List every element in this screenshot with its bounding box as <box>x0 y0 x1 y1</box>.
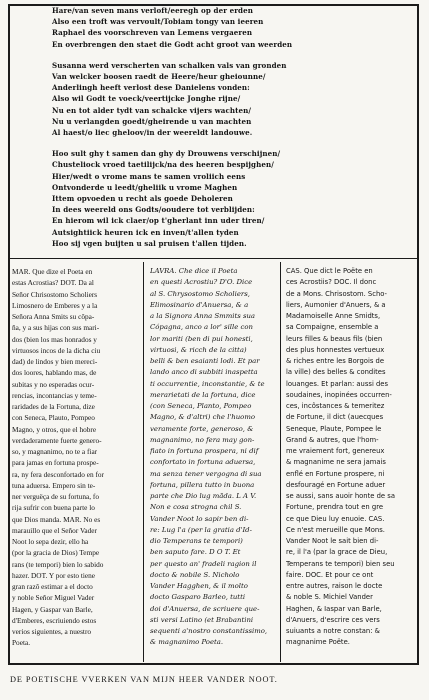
column-text-line: sa Compaigne, ensemble a <box>286 323 379 332</box>
column-text-line: & magnanimo Poeta. <box>150 638 224 647</box>
column-text-line: tuna aduersa. Empero sin te- <box>12 480 96 490</box>
column-text-line: la ville) des belles & condites <box>286 368 386 377</box>
column-text-line: Seneque, Plaute, Pompee le <box>286 424 382 433</box>
poem-verse-line: Hoo sij vgen buijten u sal pruisen t'allen tijden. <box>52 238 247 248</box>
acrostic-poem <box>52 5 392 259</box>
column-text-line: en questi Acrostiu? D'O. Dice <box>150 278 253 287</box>
column-text-line: sequenti a'nostro constantissimo, <box>150 627 268 635</box>
column-text-line: virtuosos incos de la dicha ciu <box>12 345 101 355</box>
column-text-line: Vander Noot le sait bien di- <box>286 537 379 545</box>
column-text-line: & riches entre les Borgois de <box>286 357 385 365</box>
column-text-line: Vander Hagghen, & il molto <box>150 582 248 590</box>
column-text-line: re: Lug l'a (per la gratia d'Id- <box>150 525 252 534</box>
column-text-line: Haghen, & Iaspar van Barle, <box>286 604 382 613</box>
column-text-line: estas Acrostias? DOT. Da al <box>12 278 94 288</box>
poem-verse-line: Hier/wedt o vrome mans te samen vroliich eens <box>52 171 246 181</box>
column-text-line: ner verguëça de su fortuna, fo <box>12 492 99 501</box>
column-text-line: parte che Dio lug mãda. L A V. <box>150 492 257 500</box>
column-separator <box>143 262 144 662</box>
column-text-line: y noble Señor Miguel Vader <box>12 593 95 603</box>
column-text-line: Limosnero de Emberes y a la <box>12 300 98 310</box>
column-text-line: hazer. DOT. Y por esto tiene <box>12 570 96 580</box>
column-text-line: se aussi, sans auoir honte de sa <box>286 492 395 500</box>
column-text-line: dos (bien los mas honrados y <box>12 334 97 344</box>
column-text-line: Fortune, prendra tout en gre <box>286 503 384 512</box>
french-dialogue-column <box>286 266 414 649</box>
poem-stanza <box>52 148 392 249</box>
column-text-line: de Fortune, il dict (auecques <box>286 413 384 422</box>
poem-verse-line: Anderlingh heeft verlost dese Danielens vonden: <box>52 83 250 93</box>
column-text-line: ma senza tener vergogna di sua <box>150 469 262 478</box>
column-text-line: Hagen, y Gaspar van Barle, <box>12 604 93 614</box>
column-text-line: marauillo que el Señor Vader <box>12 525 97 535</box>
column-text-line: verdaderamente fuerte genero- <box>12 435 102 445</box>
column-text-line: faire. DOC. Et pour ce ont <box>286 570 374 579</box>
column-text-line: ña, y a sus hijas con sus mari- <box>12 323 100 333</box>
column-text-line: (con Seneca, Planto, Pompeo <box>150 402 252 410</box>
poem-verse-line: Autsightiick heuren ick en inven/t'allen tyden <box>52 227 239 237</box>
column-text-line: Magno, & d'altri) che l'huomo <box>150 413 255 422</box>
column-text-line: d'Emberes, escriuiendo estos <box>12 615 97 625</box>
poem-verse-line: Hoo sult ghy t samen dan ghy dy Drouwens verschijnen/ <box>52 149 281 159</box>
column-text-line: ben saputo fare. D O T. Et <box>150 548 241 557</box>
column-text-line: d'Anuers, d'escrire ces vers <box>286 615 380 624</box>
poem-verse-line: Also wil Godt te voeck/veertijcke Jonghe rijne/ <box>52 94 241 104</box>
column-text-line: fortuna, pillera tutto in buona <box>150 480 255 489</box>
column-text-line: rans (te tempori) bien lo sabido <box>12 559 104 569</box>
column-text-line: soudaines, inopinées occurren- <box>286 390 392 399</box>
column-text-line: lor mariti (ben di pui honesti, <box>150 334 253 343</box>
column-text-line: Vander Noot lo sapir ben di- <box>150 514 249 523</box>
column-text-line: dio Temperans te tempori) <box>150 537 243 545</box>
column-text-line: con Seneca, Plauto, Pompeo <box>12 413 95 423</box>
column-text-line: gran razô estimar a el docto <box>12 582 93 591</box>
column-text-line: ces Acrostiis? DOC. Il donc <box>286 278 377 287</box>
column-text-line: Non e cosa strogna chil S. <box>150 503 242 512</box>
poem-verse-line: In dees weereld ons Godts/ooudere tot verblijden: <box>52 205 255 215</box>
poem-verse-line: Chusteliock vroed taetilijck/na des heeren bespijghen/ <box>52 160 274 170</box>
column-text-line: de a Mons. Chrisostom. Scho- <box>286 289 388 298</box>
column-text-line: merarietati de la fortuna, dice <box>150 390 256 399</box>
column-text-line: dad) de lindos y bien mereci- <box>12 357 98 366</box>
column-text-line: re, il l'a (par la grace de Dieu, <box>286 548 388 557</box>
poem-verse-line: Ontvonderde u leedt/gheliik u vrome Maghen <box>52 182 238 192</box>
column-text-line: lando anco di subbiti inaspetta <box>150 368 258 377</box>
column-text-line: MAR. Que dize el Poeta en <box>12 267 93 276</box>
column-text-line: al S. Chrysostomo Scholiers, <box>150 289 250 298</box>
column-text-line: Cópagna, anco a lor' sille con <box>150 323 253 332</box>
poem-verse-line: En hierom wil ick claer/op t'gherlant inn uder tiren/ <box>52 216 265 226</box>
column-text-line: des plus honnestes vertueux <box>286 345 385 354</box>
column-text-line: suiuants a notre constan: & <box>286 627 380 635</box>
column-text-line: docto & nobile S. Nicholo <box>150 570 240 579</box>
column-text-line: desfouragé en Fortune aduer <box>286 480 386 489</box>
column-text-line: CAS. Que dict le Poëte en <box>286 267 373 275</box>
poem-verse-line: Nu u verlangden goedt/gheirende u van machten <box>52 116 252 126</box>
column-text-line: & noble S. Michiel Vander <box>286 593 373 602</box>
column-text-line: fiato in fortuna prospera, ni dif <box>150 447 259 455</box>
column-text-line: Temperans te tempori) bien seu <box>286 559 395 568</box>
column-separator <box>280 262 281 662</box>
column-text-line: magnanimo, no fera may gon- <box>150 435 255 444</box>
column-text-line: Ce n'est merueille que Mons. <box>286 525 385 534</box>
italian-dialogue-column <box>150 266 274 649</box>
poem-verse-line: Susanna werd verscherten van schalken vals van gronden <box>52 60 287 70</box>
column-text-line: Noot lo sepa dezir, ello ha <box>12 537 89 546</box>
column-text-line: Madamoiselle Anne Smidts, <box>286 312 381 320</box>
column-text-line: leurs filles & beaus fils (bien <box>286 334 383 343</box>
poem-verse-line: Raphael des voorschreven van Lemens vergaeren <box>52 28 253 38</box>
column-text-line: (por la gracia de Dios) Tempe <box>12 548 100 558</box>
column-text-line: dos loores, hablando mas, de <box>12 368 97 378</box>
spanish-dialogue-column <box>12 266 138 649</box>
column-text-line: veramente forte, generoso, & <box>150 424 254 433</box>
column-text-line: Poeta. <box>12 638 31 648</box>
column-text-line: verios siguientes, a nuestro <box>12 627 92 636</box>
column-text-line: liers, Aumonier d'Anuers, & a <box>286 300 386 309</box>
column-text-line: LAVRA. Che dice il Poeta <box>150 267 238 275</box>
column-text-line: Grand & autres, que l'hom- <box>286 435 379 444</box>
column-text-line: que Dios manda. MAR. No es <box>12 514 101 524</box>
column-text-line: a la Signora Anna Smmits sua <box>150 312 256 320</box>
poem-stanza <box>52 5 392 50</box>
column-text-line: ra, ny fera desconfortado en for <box>12 469 104 479</box>
column-text-line: docto Gasparo Barleo, tutti <box>150 593 246 602</box>
column-text-line: ti occurrentie, inconstantie, & te <box>150 379 265 388</box>
page-footer: DE POETISCHE VVERKEN VAN MIJN HEER VANDER NOOT. <box>10 675 278 684</box>
column-text-line: entre autres, raison le docte <box>286 582 383 590</box>
poem-verse-line: Hare/van seven mans verloft/eeregh op der erden <box>52 6 253 15</box>
column-text-line: Elimosinario d'Anuersa, & a <box>150 300 249 309</box>
poem-verse-line: Al haest/o liec gheloov/in der weereldt landouwe. <box>52 128 253 138</box>
poem-verse-line: Nu en tot alder tydt van schalcke vijers wachten/ <box>52 105 252 115</box>
column-text-line: ce que Dieu luy enuoie. CAS. <box>286 514 385 523</box>
column-text-line: para jamas en fortuna prospe- <box>12 458 99 468</box>
poem-verse-line: En overbrengen den staet die Godt acht groot van weerden <box>52 39 293 49</box>
column-text-line: belli & ben esaianti lodi. Et par <box>150 357 260 365</box>
column-text-line: Magno, y otros, que el hobre <box>12 424 97 434</box>
poem-verse-line: Ittem opvoeden u recht als goede Deholeren <box>52 194 233 204</box>
column-text-line: & magnanime ne sera jamais <box>286 458 386 467</box>
column-text-line: doi d'Anuersa, de scriuere que- <box>150 604 260 613</box>
column-text-line: Señora Anna Smits su côpa- <box>12 312 95 321</box>
column-text-line: Señor Chrisostomo Scholiers <box>12 289 98 299</box>
column-text-line: so, y magnanimo, no te a fiar <box>12 447 98 456</box>
column-text-line: subitas y no esperadas ocur- <box>12 379 95 389</box>
column-text-line: raridades de la Fortuna, dize <box>12 402 95 411</box>
column-text-line: enflé en Fortune prospere, ni <box>286 469 385 478</box>
column-text-line: rencias, incontancias y teme- <box>12 390 97 400</box>
column-text-line: rija sufrir con buena parte lo <box>12 503 95 513</box>
column-text-line: confortato in fortuna aduersa, <box>150 458 256 467</box>
poem-stanza <box>52 60 392 138</box>
section-divider <box>8 258 419 259</box>
column-text-line: louanges. Et parlan: aussi des <box>286 379 389 388</box>
poem-verse-line: Also een troft was vervoult/Tobiam tongy van ieeren <box>52 17 264 27</box>
column-text-line: sti versi Latino (et Brabantini <box>150 615 254 624</box>
poem-verse-line: Van welcker boosen raedt de Heere/heur gheiounne/ <box>52 72 266 82</box>
column-text-line: magnanime Poëte. <box>286 638 350 647</box>
column-text-line: virtuosi, & ricch de la citta) <box>150 345 247 354</box>
column-text-line: me vraiement fort, genereux <box>286 447 385 455</box>
column-text-line: per questo an' fradeli ragion il <box>150 559 257 568</box>
column-text-line: ces, incôstances & temeritez <box>286 402 385 410</box>
